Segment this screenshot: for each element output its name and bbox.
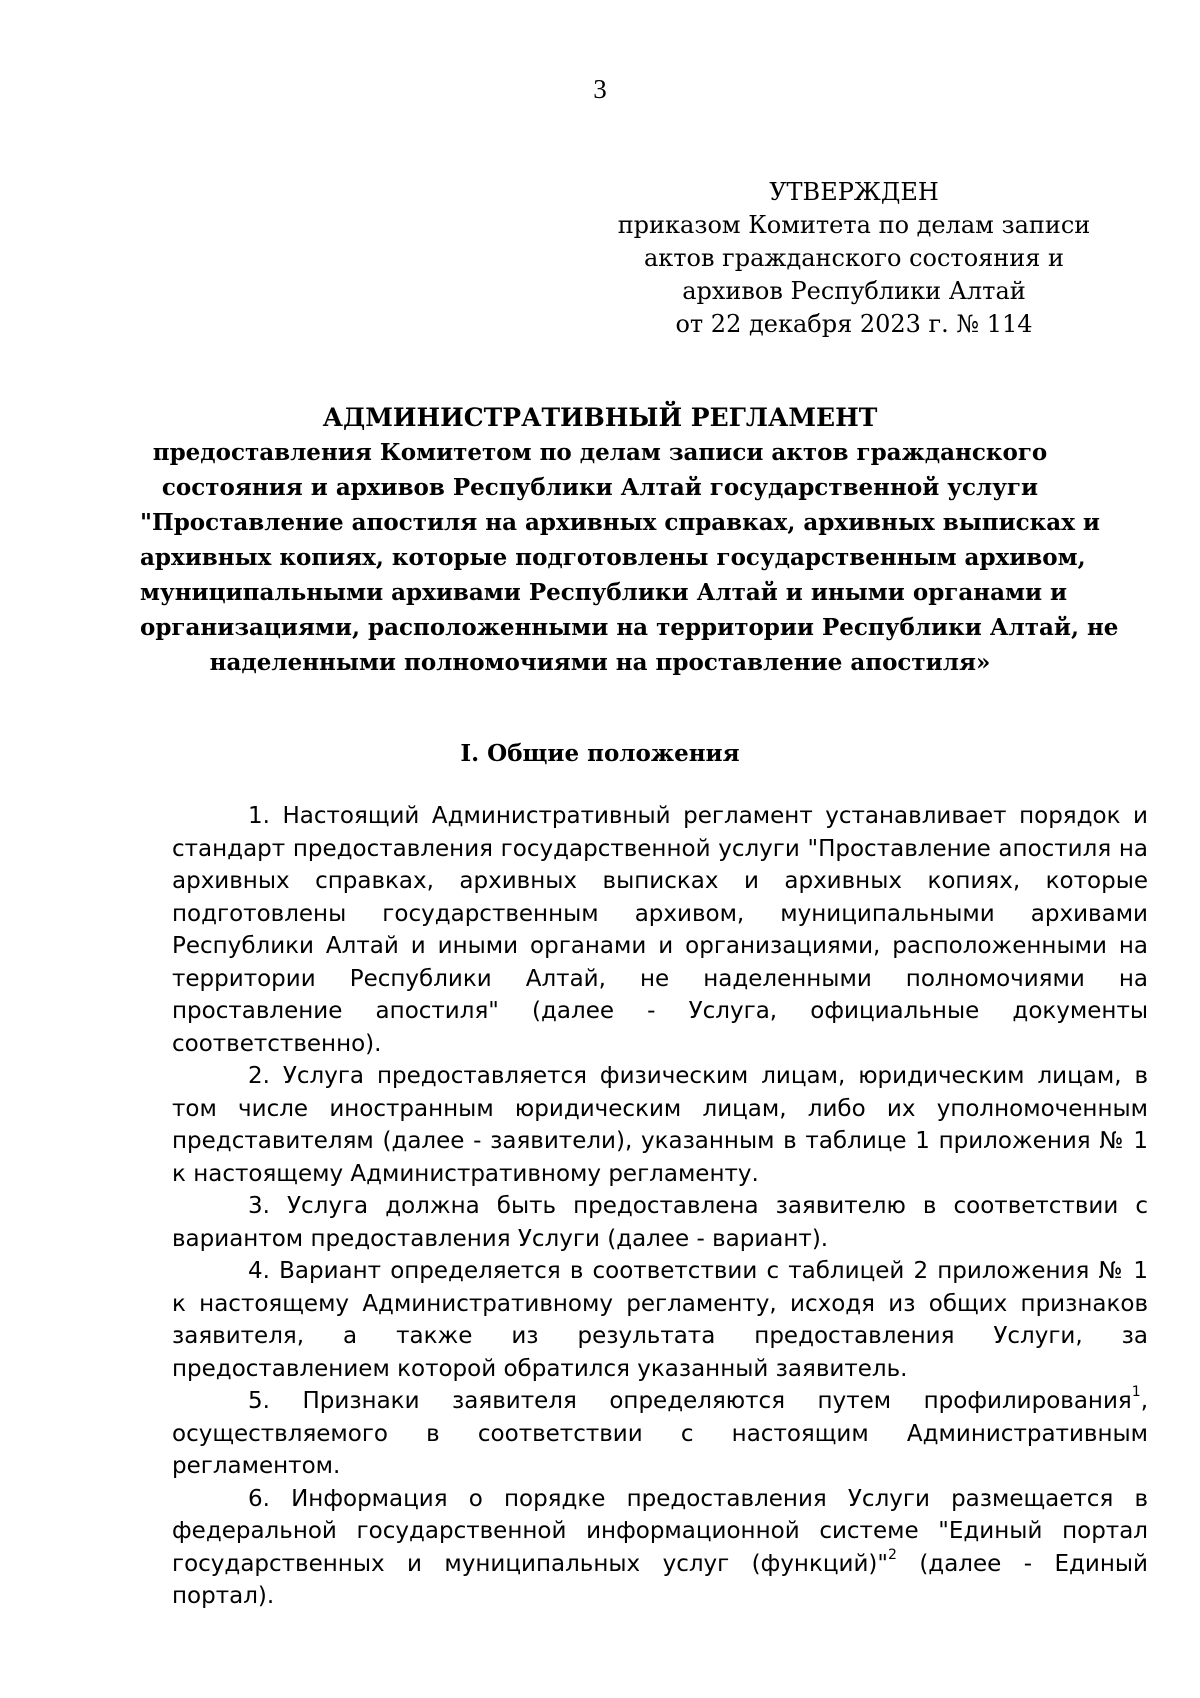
paragraph-6-text: 6. Информация о порядке предоставления Услуги размещается в федеральной государственной информационной системе "Единый портал государственных и муниципальных услуг (функций)" [172, 1485, 1148, 1577]
paragraph-5-text-cont: , осуществляемого в соответствии с настоящим Административным регламентом. [172, 1388, 1148, 1479]
document-subtitle-line: муниципальными архивами Республики Алтай и иными органами и [140, 579, 1068, 606]
approval-date-number: от 22 декабря 2023 г. № 114 [675, 310, 1033, 338]
paragraph-4: 4. Вариант определяется в соответствии с таблицей 2 приложения № 1 к настоящему Административному регламенту, исходя из общих признаков заявителя, а также из результата предоставления Услуги, за предоставлением которой обратился указанный заявитель. [172, 1258, 1148, 1382]
approval-line: приказом Комитета по делам записи [617, 211, 1091, 239]
paragraph-1: 1. Настоящий Административный регламент устанавливает порядок и стандарт предоставления государственной услуги "Проставление апостиля на архивных справках, архивных выписках и архивных копиях, которые подготовлены государственным архивом, муниципальными архивами Республики Алтай и иными органами и организациями, расположенными на территории Республики Алтай, не наделенными полномочиями на проставление апостиля" (далее - Услуга, официальные документы соответственно). [172, 803, 1148, 1057]
paragraph-2: 2. Услуга предоставляется физическим лицам, юридическим лицам, в том числе иностранным юридическим лицам, либо их уполномоченным представителям (далее - заявители), указанным в таблице 1 приложения № 1 к настоящему Административному регламенту. [172, 1063, 1148, 1187]
approval-heading: УТВЕРЖДЕН [769, 178, 939, 206]
paragraph-3: 3. Услуга должна быть предоставлена заявителю в соответствии с вариантом предоставления Услуги (далее - вариант). [172, 1193, 1148, 1252]
document-subtitle-line: "Проставление апостиля на архивных справках, архивных выписках и [140, 509, 1100, 536]
document-subtitle-line: организациями, расположенными на территории Республики Алтай, не [140, 614, 1119, 641]
paragraph-5-text: 5. Признаки заявителя определяются путем профилирования [248, 1388, 1132, 1414]
document-subtitle-line: предоставления Комитетом по делам записи актов гражданского [152, 439, 1048, 466]
document-subtitle-line: архивных копиях, которые подготовлены государственным архивом, [140, 544, 1086, 571]
approval-line: актов гражданского состояния и [643, 244, 1065, 272]
page-number: 3 [593, 74, 607, 104]
paragraph-6-text-cont: (далее - Единый портал). [172, 1550, 1148, 1609]
approval-stamp [614, 176, 1094, 341]
approval-line: архивов Республики Алтай [682, 277, 1026, 305]
document-body [172, 800, 1148, 1613]
document-subtitle-line: наделенными полномочиями на проставление апостиля» [209, 649, 991, 676]
document-subtitle-line: состояния и архивов Республики Алтай государственной услуги [161, 474, 1039, 501]
document-title: АДМИНИСТРАТИВНЫЙ РЕГЛАМЕНТ [322, 403, 878, 432]
document-title-block [140, 400, 1119, 680]
paragraph-6 [172, 1483, 1148, 1613]
footnote-marker: 2 [887, 1546, 897, 1563]
paragraph-5 [172, 1385, 1148, 1483]
footnote-marker: 1 [1131, 1384, 1141, 1400]
section-heading: I. Общие положения [460, 740, 740, 767]
